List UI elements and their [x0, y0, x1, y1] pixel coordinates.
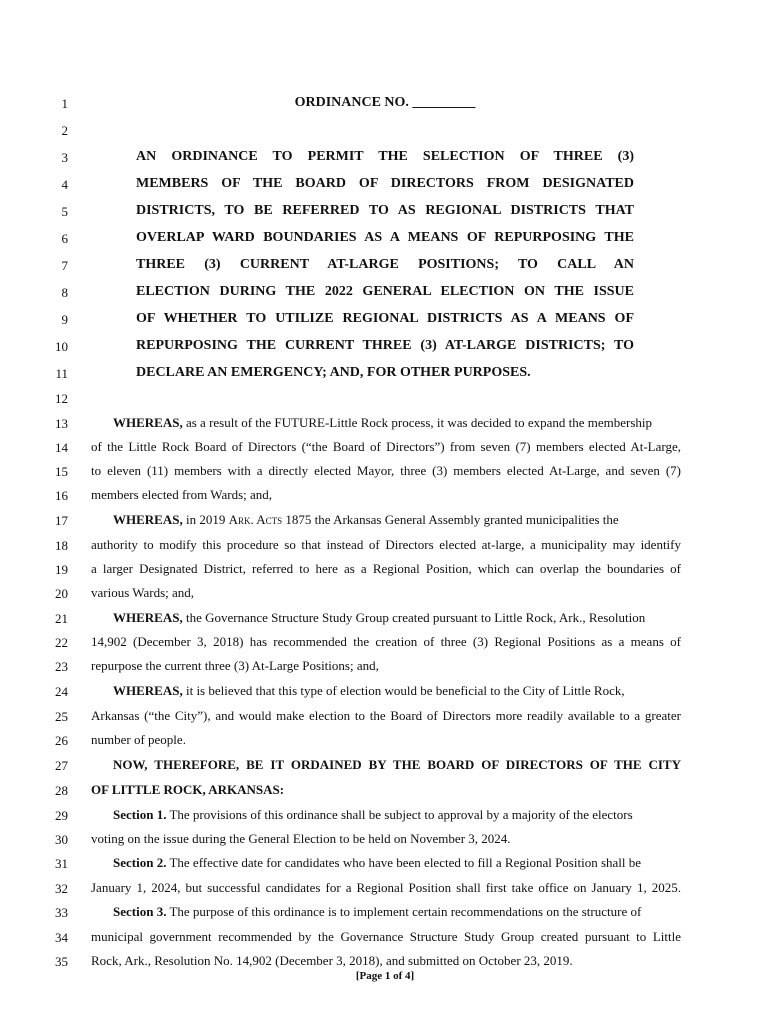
- doc-line: [0, 308, 770, 332]
- doc-line: [0, 680, 770, 704]
- line-number: 16: [55, 488, 68, 503]
- line-number: 1: [61, 96, 68, 111]
- body-text: to eleven (11) members with a directly elected Mayor, three (3) members elected At-Large, and seven (7): [91, 463, 681, 478]
- doc-line: [0, 119, 770, 143]
- body-text: of the Little Rock Board of Directors (“the Board of Directors”) from seven (7) members elected At-Large,: [91, 439, 681, 454]
- line-number: 23: [55, 659, 68, 674]
- doc-line: [0, 146, 770, 170]
- caption-line: THREE (3) CURRENT AT-LARGE POSITIONS; TO CALL AN: [136, 257, 634, 272]
- line-number: 25: [55, 709, 68, 724]
- line-number: 11: [55, 366, 68, 381]
- whereas-label: WHEREAS,: [113, 415, 183, 430]
- line-number: 32: [55, 881, 68, 896]
- doc-line: [0, 852, 770, 876]
- line-number: 22: [55, 635, 68, 650]
- doc-line: [0, 754, 770, 778]
- doc-line: [0, 254, 770, 278]
- doc-line: [0, 200, 770, 224]
- doc-line: [0, 173, 770, 197]
- doc-line: [0, 926, 770, 950]
- whereas-paragraph-3: [113, 610, 681, 626]
- doc-line: [0, 558, 770, 582]
- line-number: 9: [61, 312, 68, 327]
- whereas-paragraph-1: [113, 415, 681, 431]
- line-number: 15: [55, 464, 68, 479]
- body-text: it is believed that this type of election would be beneficial to the City of Little Rock,: [182, 683, 625, 698]
- doc-line: [0, 729, 770, 753]
- line-number: 19: [55, 562, 68, 577]
- whereas-paragraph-4: [113, 683, 681, 699]
- doc-line: [0, 335, 770, 359]
- body-text: January 1, 2024, but successful candidates for a Regional Position shall first take office on January 1, 2025.: [91, 880, 681, 895]
- line-number: 28: [55, 783, 68, 798]
- doc-line: [0, 631, 770, 655]
- doc-line: [0, 281, 770, 305]
- whereas-label: WHEREAS,: [113, 610, 183, 625]
- body-text: Rock, Ark., Resolution No. 14,902 (December 3, 2018), and submitted on October 23, 2019.: [91, 953, 573, 968]
- line-number: 5: [61, 204, 68, 219]
- line-number: 33: [55, 905, 68, 920]
- doc-line: [0, 484, 770, 508]
- body-text: 1875 the Arkansas General Assembly granted municipalities the: [282, 512, 619, 527]
- doc-line: [0, 460, 770, 484]
- statute-citation: Ark. Acts: [228, 512, 283, 527]
- line-number: 13: [55, 416, 68, 431]
- section-2: [113, 855, 681, 871]
- doc-line: [0, 607, 770, 631]
- line-number: 14: [55, 440, 68, 455]
- ordained-clause: OF LITTLE ROCK, ARKANSAS:: [91, 782, 285, 797]
- caption-line: REPURPOSING THE CURRENT THREE (3) AT-LARGE DISTRICTS; TO: [136, 338, 634, 353]
- body-text: various Wards; and,: [91, 585, 195, 600]
- section-label: Section 3.: [113, 904, 167, 919]
- line-number: 10: [55, 339, 68, 354]
- line-number: 8: [61, 285, 68, 300]
- doc-line: [0, 387, 770, 411]
- body-text: The effective date for candidates who have been elected to fill a Regional Position shall be: [166, 855, 642, 870]
- line-number: 6: [61, 231, 68, 246]
- caption-line: DECLARE AN EMERGENCY; AND, FOR OTHER PURPOSES.: [136, 365, 531, 380]
- line-number: 12: [55, 391, 68, 406]
- line-number: 35: [55, 954, 68, 969]
- caption-line: DISTRICTS, TO BE REFERRED TO AS REGIONAL DISTRICTS THAT: [136, 203, 634, 218]
- line-number: 2: [61, 123, 68, 138]
- caption-line: OVERLAP WARD BOUNDARIES AS A MEANS OF REPURPOSING THE: [136, 230, 634, 245]
- ordained-clause: NOW, THEREFORE, BE IT ORDAINED BY THE BOARD OF DIRECTORS OF THE CITY: [113, 757, 681, 772]
- body-text: a larger Designated District, referred to here as a Regional Position, which can overlap the boundaries of: [91, 561, 681, 576]
- doc-line: [0, 828, 770, 852]
- line-number: 31: [55, 856, 68, 871]
- doc-line: [0, 534, 770, 558]
- line-number: 7: [61, 258, 68, 273]
- caption-line: OF WHETHER TO UTILIZE REGIONAL DISTRICTS AS A MEANS OF: [136, 311, 634, 326]
- line-number: 29: [55, 808, 68, 823]
- whereas-label: WHEREAS,: [113, 512, 183, 527]
- ordinance-title: ORDINANCE NO. _________: [294, 95, 476, 110]
- whereas-label: WHEREAS,: [113, 683, 183, 698]
- caption-line: MEMBERS OF THE BOARD OF DIRECTORS FROM DESIGNATED: [136, 176, 634, 191]
- doc-line: [0, 582, 770, 606]
- caption-line: AN ORDINANCE TO PERMIT THE SELECTION OF THREE (3): [136, 149, 634, 164]
- body-text: The provisions of this ordinance shall be subject to approval by a majority of the electors: [166, 807, 633, 822]
- body-text: voting on the issue during the General Election to be held on November 3, 2024.: [91, 831, 511, 846]
- body-text: Arkansas (“the City”), and would make election to the Board of Directors more readily available to a greater: [91, 708, 681, 723]
- line-number: 27: [55, 758, 68, 773]
- section-label: Section 2.: [113, 855, 167, 870]
- body-text: as a result of the FUTURE-Little Rock process, it was decided to expand the membership: [182, 415, 653, 430]
- whereas-paragraph-2: [113, 512, 681, 528]
- body-text: 14,902 (December 3, 2018) has recommended the creation of three (3) Regional Positions as a means of: [91, 634, 681, 649]
- doc-line: [0, 655, 770, 679]
- caption-line: ELECTION DURING THE 2022 GENERAL ELECTION ON THE ISSUE: [136, 284, 634, 299]
- doc-line: [0, 779, 770, 803]
- body-text: The purpose of this ordinance is to implement certain recommendations on the structure of: [166, 904, 642, 919]
- line-number: 24: [55, 684, 68, 699]
- line-number: 18: [55, 538, 68, 553]
- doc-line: [0, 804, 770, 828]
- line-number: 26: [55, 733, 68, 748]
- line-number: 20: [55, 586, 68, 601]
- line-number: 34: [55, 930, 68, 945]
- body-text: number of people.: [91, 732, 186, 747]
- line-number: 3: [61, 150, 68, 165]
- page-footer: [Page 1 of 4]: [355, 970, 415, 982]
- section-3: [113, 904, 681, 920]
- body-text: repurpose the current three (3) At-Large Positions; and,: [91, 658, 379, 673]
- doc-line: [0, 362, 770, 386]
- line-number: 21: [55, 611, 68, 626]
- line-number: 4: [61, 177, 68, 192]
- line-number: 17: [55, 513, 68, 528]
- doc-line: [0, 92, 770, 116]
- doc-line: [0, 877, 770, 901]
- doc-line: [0, 436, 770, 460]
- section-label: Section 1.: [113, 807, 167, 822]
- body-text: the Governance Structure Study Group created pursuant to Little Rock, Ark., Resolution: [182, 610, 646, 625]
- doc-line: [0, 901, 770, 925]
- doc-line: [0, 509, 770, 533]
- body-text: in 2019: [182, 512, 229, 527]
- doc-line: [0, 412, 770, 436]
- doc-line: [0, 705, 770, 729]
- body-text: members elected from Wards; and,: [91, 487, 273, 502]
- line-number: 30: [55, 832, 68, 847]
- doc-line: [0, 227, 770, 251]
- section-1: [113, 807, 681, 823]
- body-text: municipal government recommended by the Governance Structure Study Group created pursuant to Little: [91, 929, 681, 944]
- body-text: authority to modify this procedure so that instead of Directors elected at-large, a municipality may identify: [91, 537, 681, 552]
